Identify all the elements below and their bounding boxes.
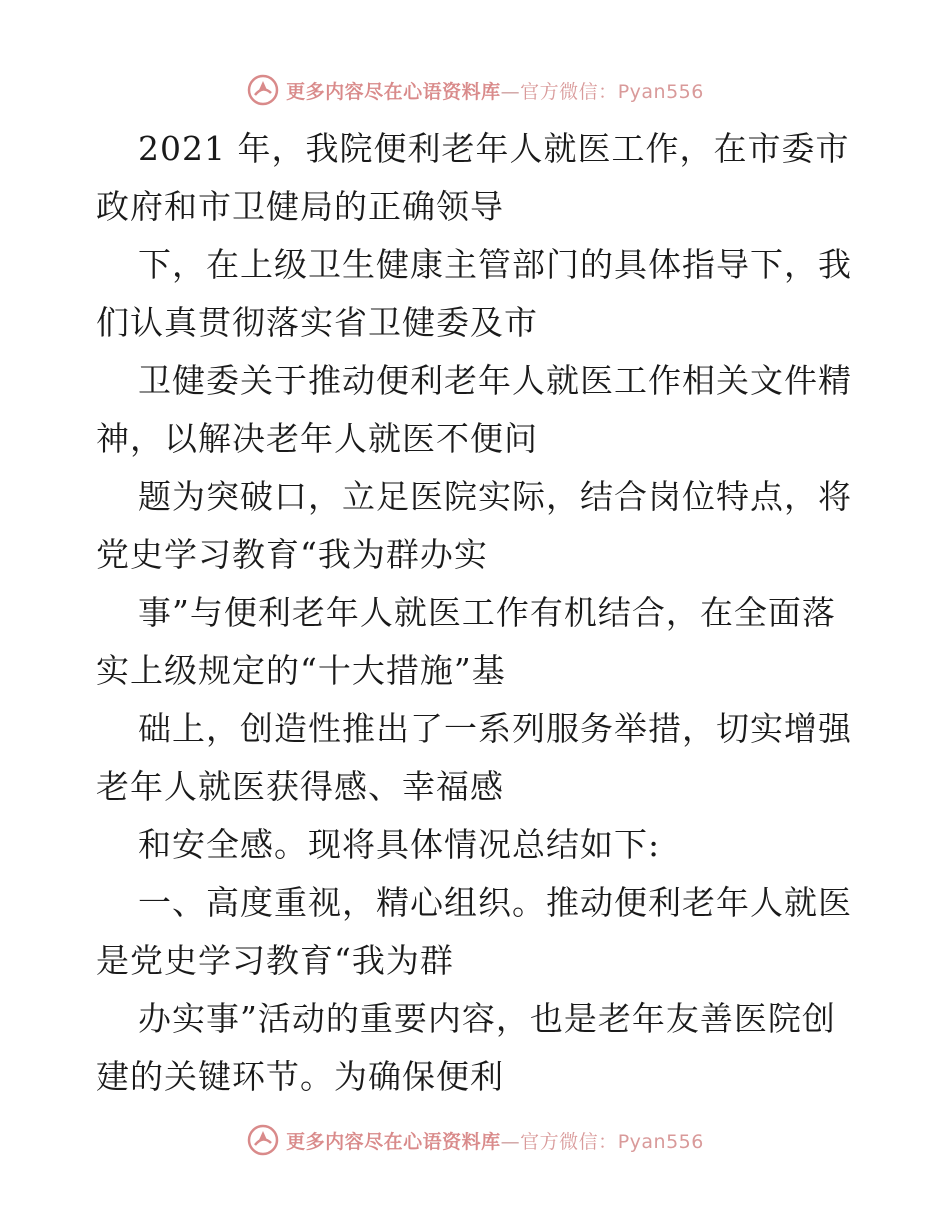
watermark-label: 官方微信：	[520, 80, 618, 103]
text-line: 是党史学习教育“我为群	[96, 941, 454, 980]
text-line: 2021 年，我院便利老年人就医工作，在市委市	[138, 129, 850, 168]
watermark-brand: 更多内容尽在心语资料库	[286, 80, 501, 103]
watermark-id: Pyan556	[617, 80, 704, 103]
text-line: 们认真贯彻落实省卫健委及市	[96, 303, 538, 342]
document-body	[96, 120, 856, 1106]
text-line: 神，以解决老年人就医不便问	[96, 419, 538, 458]
text-line: 老年人就医获得感、幸福感	[96, 767, 504, 806]
text-line: 政府和市卫健局的正确领导	[96, 187, 504, 226]
text-line: 实上级规定的“十大措施”基	[96, 651, 506, 690]
text-line: 和安全感。现将具体情况总结如下:	[138, 825, 661, 864]
text-line: 事”与便利老年人就医工作有机结合，在全面落	[138, 593, 836, 632]
watermark-dash: —	[500, 1130, 521, 1153]
book-logo-icon	[246, 73, 280, 107]
watermark-brand: 更多内容尽在心语资料库	[286, 1130, 501, 1153]
text-line: 卫健委关于推动便利老年人就医工作相关文件精	[138, 361, 852, 400]
header-watermark	[0, 70, 950, 110]
text-line: 础上，创造性推出了一系列服务举措，切实增强	[138, 709, 852, 748]
watermark-text	[286, 1127, 704, 1154]
watermark-id: Pyan556	[617, 1130, 704, 1153]
book-logo-icon	[246, 1123, 280, 1157]
text-line: 一、高度重视，精心组织。推动便利老年人就医	[138, 883, 852, 922]
watermark-text	[286, 77, 704, 104]
text-line: 建的关键环节。为确保便利	[96, 1057, 504, 1096]
text-line: 题为突破口，立足医院实际，结合岗位特点，将	[138, 477, 852, 516]
text-line: 办实事”活动的重要内容，也是老年友善医院创	[138, 999, 836, 1038]
footer-watermark	[0, 1120, 950, 1160]
text-line: 党史学习教育“我为群办实	[96, 535, 488, 574]
text-line: 下，在上级卫生健康主管部门的具体指导下，我	[138, 245, 852, 284]
watermark-label: 官方微信：	[520, 1130, 618, 1153]
watermark-dash: —	[500, 80, 521, 103]
